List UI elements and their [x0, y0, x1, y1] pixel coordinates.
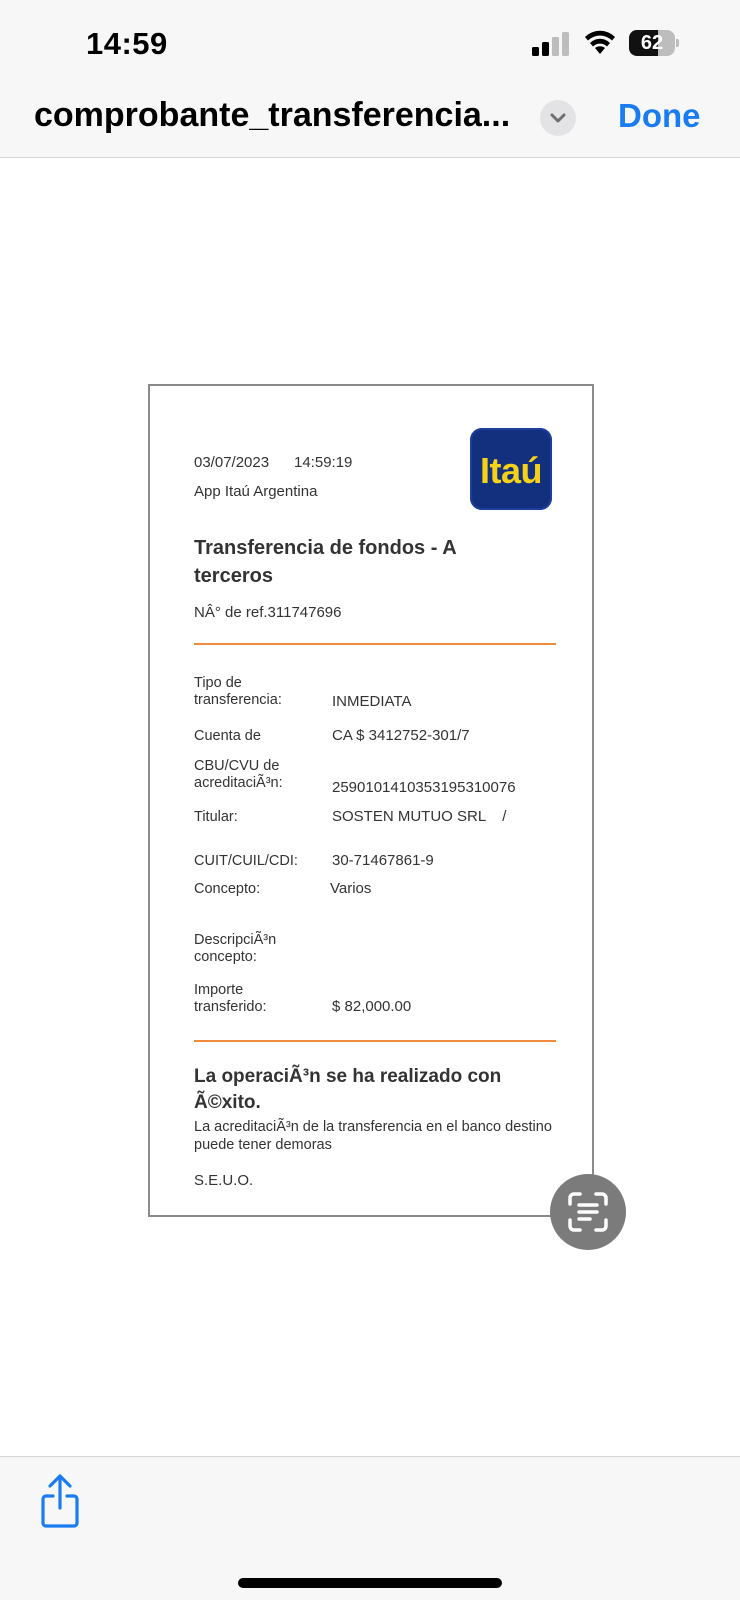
field-value-cuenta: CA $ 3412752-301/7: [332, 727, 470, 744]
field-value-titular: SOSTEN MUTUO SRL /: [332, 808, 507, 825]
field-label-descripcion: DescripciÃ³n concepto:: [194, 932, 277, 965]
document-preview: [148, 384, 594, 1217]
wifi-icon: [583, 28, 617, 56]
field-label-concepto: Concepto:: [194, 881, 261, 897]
divider: [194, 643, 556, 645]
battery-indicator: [629, 30, 679, 56]
doc-date: 03/07/2023: [194, 454, 270, 471]
battery-nub: [676, 39, 679, 47]
battery-level: 62: [640, 32, 664, 54]
doc-reference: NÂ° de ref.311747696: [194, 604, 342, 621]
title-menu-button[interactable]: [540, 100, 576, 136]
field-label-titular: Titular:: [194, 809, 238, 825]
success-message: La operaciÃ³n se ha realizado con Ã©xito.: [194, 1066, 502, 1113]
doc-footer: S.E.U.O.: [194, 1172, 254, 1189]
field-label-cuit: CUIT/CUIL/CDI:: [194, 853, 298, 869]
battery-body: [629, 30, 675, 56]
field-value-cbu: 2590101410353195310076: [332, 779, 516, 796]
field-value-cuit: 30-71467861-9: [332, 852, 434, 869]
field-label-cuenta: Cuenta de: [194, 728, 261, 744]
field-label-importe: Importe transferido:: [194, 982, 267, 1015]
done-button[interactable]: Done: [618, 97, 701, 134]
doc-time: 14:59:19: [294, 454, 353, 471]
divider: [194, 1040, 556, 1042]
field-label-tipo: Tipo de transferencia:: [194, 675, 282, 708]
field-label-cbu: CBU/CVU de acreditaciÃ³n:: [194, 758, 283, 791]
chevron-down-icon: [540, 100, 576, 136]
field-value-importe: $ 82,000.00: [332, 998, 412, 1015]
doc-heading: Transferencia de fondos - A terceros: [194, 537, 456, 587]
live-text-scan-icon: [550, 1174, 626, 1250]
field-value-concepto: Varios: [330, 880, 372, 897]
live-text-button[interactable]: [550, 1174, 626, 1250]
doc-app-name: App Itaú Argentina: [194, 483, 318, 500]
share-icon[interactable]: [38, 1472, 82, 1530]
document-title: comprobante_transferencia...: [34, 96, 511, 134]
home-indicator: [238, 1578, 502, 1588]
cellular-signal-icon: [532, 32, 572, 56]
field-value-tipo: INMEDIATA: [332, 693, 412, 710]
logo-text: Itaú: [479, 450, 542, 491]
itau-logo: [470, 428, 552, 510]
status-time: 14:59: [86, 26, 168, 61]
success-note: La acreditaciÃ³n de la transferencia en el banco destino puede tener demoras: [194, 1119, 552, 1153]
